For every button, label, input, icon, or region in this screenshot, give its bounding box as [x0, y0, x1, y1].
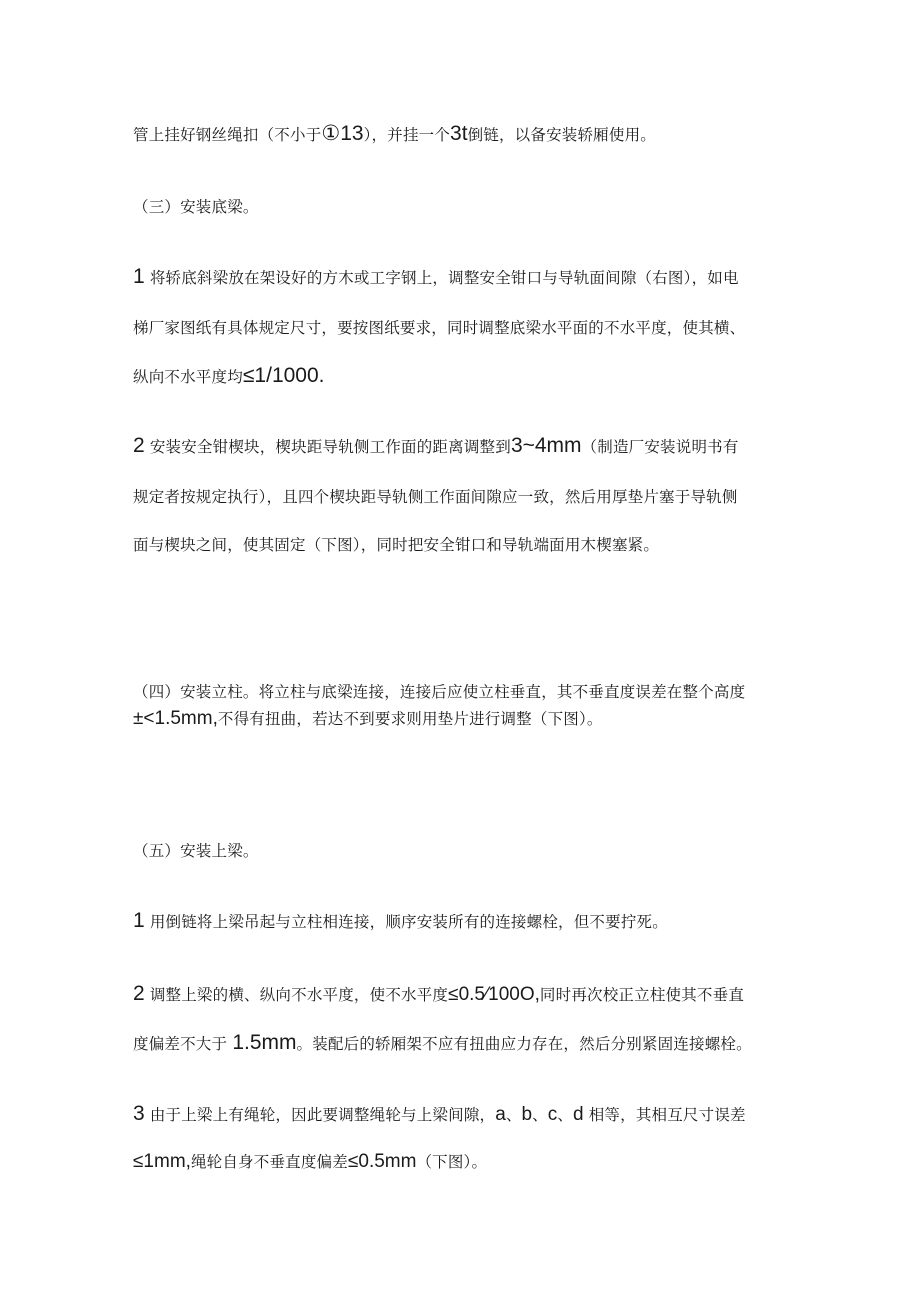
text: 、	[557, 1106, 573, 1124]
text: 、	[505, 1106, 522, 1124]
paragraph-line	[133, 124, 656, 145]
text: 梯厂家图纸有具体规定尺寸，要按图纸要求，同时调整底梁水平面的不水平度，使其横、	[133, 319, 746, 337]
text: 安装安全钳楔块，楔块距导轨侧工作面的距离调整到	[149, 438, 511, 456]
paragraph-line	[133, 911, 668, 932]
text: ①13	[321, 122, 364, 145]
paragraph-line	[133, 709, 603, 729]
text: a	[495, 1104, 506, 1125]
text: ≤0.5⁄100O,	[448, 984, 540, 1005]
paragraph-line	[133, 1033, 752, 1054]
text: 将轿底斜梁放在架设好的方木或工字钢上，调整安全钳口与导轨面间隙（右图），如电	[149, 269, 739, 287]
text: 规定者按规定执行），且四个楔块距导轨侧工作面间隙应一致，然后用厚垫片塞于导轨侧	[133, 488, 738, 506]
text: （制造厂安装说明书有	[581, 438, 739, 456]
paragraph-line	[133, 267, 739, 288]
paragraph-line	[133, 682, 745, 702]
text: 1.5mm	[232, 1031, 297, 1054]
text: 绳轮自身不垂直度偏差	[190, 1153, 348, 1171]
item-number: 1	[133, 909, 145, 932]
section-heading	[133, 841, 259, 861]
item-number: 2	[133, 982, 145, 1005]
paragraph-line	[133, 1104, 746, 1125]
text: 面与楔块之间，使其固定（下图），同时把安全钳口和导轨端面用木楔塞紧。	[133, 536, 660, 554]
text: ≤1/1000.	[242, 364, 325, 387]
text: 用倒链将上梁吊起与立柱相连接，顺序安装所有的连接螺栓，但不要拧死。	[149, 913, 668, 931]
text: 度偏差不大于	[133, 1035, 228, 1053]
text: c	[547, 1104, 558, 1125]
item-number: 3	[133, 1102, 145, 1125]
text: 由于上梁上有绳轮，因此要调整绳轮与上梁间隙，	[149, 1106, 496, 1124]
text: ≤1mm,	[133, 1151, 191, 1172]
text: 倒链，以备安装轿厢使用。	[467, 126, 656, 144]
text: 相等，其相互尺寸误差	[588, 1106, 746, 1124]
text: 。装配后的轿厢架不应有扭曲应力存在，然后分别紧固连接螺栓。	[296, 1035, 752, 1053]
text: b	[521, 1104, 533, 1125]
paragraph-line	[133, 436, 739, 457]
paragraph-line	[133, 984, 744, 1005]
paragraph-line	[133, 535, 659, 555]
text: 3~4mm	[510, 434, 582, 457]
paragraph-line	[133, 318, 745, 338]
text: ），并挂一个	[363, 126, 451, 144]
text: 、	[532, 1106, 548, 1124]
text: （四）安装立柱。将立柱与底梁连接，连接后应使立柱垂直，其不垂直度误差在整个高度	[133, 683, 746, 701]
text: 不得有扭曲，若达不到要求则用垫片进行调整（下图）。	[217, 710, 603, 728]
section-heading	[133, 197, 259, 217]
text: 同时再次校正立柱使其不垂直	[539, 986, 745, 1004]
paragraph-line	[133, 366, 325, 387]
heading-text: （五）安装上梁。	[133, 842, 259, 860]
heading-text: （三）安装底梁。	[133, 198, 259, 216]
text: 纵向不水平度均	[133, 368, 243, 386]
text: d	[573, 1104, 584, 1125]
text: （下图）。	[416, 1153, 488, 1171]
item-number: 1	[133, 265, 145, 288]
text: 3t	[450, 122, 468, 145]
text: 调整上梁的横、纵向不水平度，使不水平度	[149, 986, 449, 1004]
text: 管上挂好钢丝绳扣（不小于	[133, 126, 322, 144]
paragraph-line	[133, 487, 738, 507]
text: ≤0.5mm	[347, 1151, 417, 1172]
item-number: 2	[133, 434, 145, 457]
text: ±<1.5mm,	[133, 708, 218, 729]
paragraph-line	[133, 1152, 487, 1172]
